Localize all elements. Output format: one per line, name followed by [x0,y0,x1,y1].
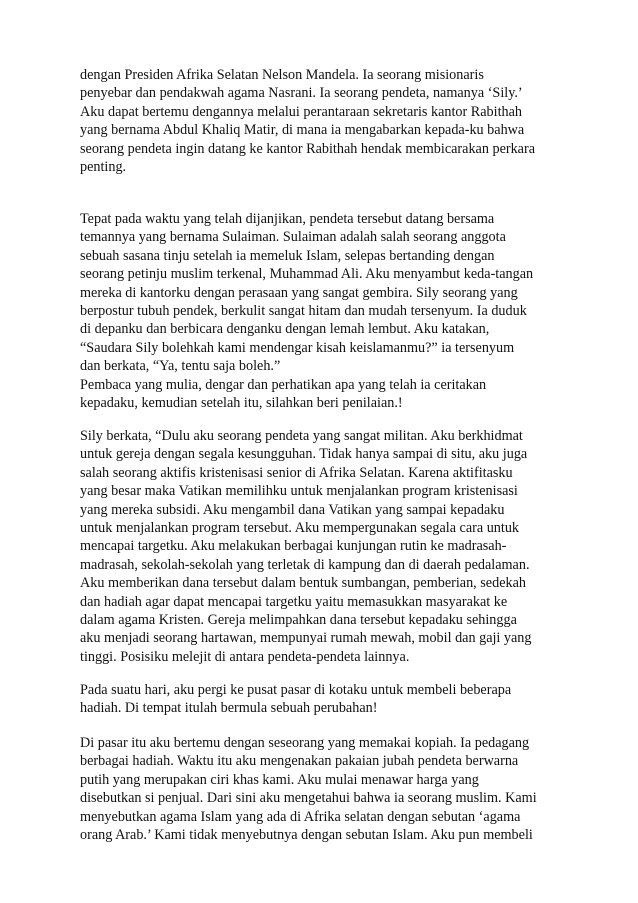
text-line: Aku dapat bertemu dengannya melalui perantaraan sekretaris kantor Rabithah [80,103,523,120]
text-line: aku menjadi seorang hartawan, mempunyai rumah mewah, mobil dan gaji yang [80,630,532,647]
text-line: dan hadiah agar dapat mencapai targetku yaitu memasukkan masyarakat ke [80,593,508,610]
text-line: menyebutkan agama Islam yang ada di Afrika selatan dengan sebutan ‘agama [80,808,521,825]
text-line: Sily berkata, “Dulu aku seorang pendeta yang sangat militan. Aku berkhidmat [80,428,523,444]
text-line: Tepat pada waktu yang telah dijanjikan, pendeta tersebut datang bersama [80,211,495,227]
paragraph-3 [80,427,580,666]
text-line: untuk menjalankan program tersebut. Aku mempergunakan segala cara untuk [80,519,520,536]
text-line: putih yang merupakan ciri khas kami. Aku mulai menawar harga yang [80,771,479,788]
text-line: mencapai targetku. Aku melakukan berbagai kunjungan rutin ke madrasah- [80,538,507,555]
text-line: di depanku dan berbicara denganku dengan lemah lembut. Aku katakan, [80,321,490,338]
text-line: yang mereka subsidi. Aku mengambil dana Vatikan yang sampai kepadaku [80,501,505,518]
text-line: dengan Presiden Afrika Selatan Nelson Mandela. Ia seorang misionaris [80,67,484,83]
text-line: madrasah, sekolah-sekolah yang terletak di kampung dan di daerah pedalaman. [80,556,530,573]
text-line: berpostur tubuh pendek, berkulit sangat hitam dan mudah tersenyum. Ia duduk [80,302,527,319]
text-line: untuk gereja dengan segala kesungguhan. Tidak hanya sampai di situ, aku juga [80,446,528,463]
text-line: kepadaku, kemudian setelah itu, silahkan beri penilaian.! [80,394,403,411]
text-line: disebutkan si penjual. Dari sini aku mengetahui bahwa ia seorang muslim. Kami [80,790,537,807]
text-line: dalam agama Kristen. Gereja melimpahkan dana tersebut kepadaku sehingga [80,611,517,628]
paragraph-5 [80,734,580,844]
text-line: seorang petinju muslim terkenal, Muhammad Ali. Aku menyambut keda-tangan [80,266,534,283]
paragraph-4 [80,681,580,718]
text-line: Di pasar itu aku bertemu dengan seseorang yang memakai kopiah. Ia pedagang [80,735,530,751]
text-line: penyebar dan pendakwah agama Nasrani. Ia seorang pendeta, namanya ‘Sily.’ [80,85,523,102]
text-line: Pada suatu hari, aku pergi ke pusat pasar di kotaku untuk membeli beberapa [80,682,512,698]
text-line: yang besar maka Vatikan memilihku untuk menjalankan program kristenisasi [80,483,518,500]
text-line: Pembaca yang mulia, dengar dan perhatikan apa yang telah ia ceritakan [80,376,487,393]
text-line: temannya yang bernama Sulaiman. Sulaiman adalah salah seorang anggota [80,229,506,246]
text-line: hadiah. Di tempat itulah bermula sebuah perubahan! [80,700,378,717]
text-line: Aku memberikan dana tersebut dalam bentuk sumbangan, pemberian, sedekah [80,575,526,592]
text-line: seorang pendeta ingin datang ke kantor Rabithah hendak membicarakan perkara [80,140,535,157]
text-line: “Saudara Sily bolehkah kami mendengar kisah keislamanmu?” ia tersenyum [80,339,515,356]
text-line: yang bernama Abdul Khaliq Matir, di mana ia mengabarkan kepada-ku bahwa [80,122,525,139]
text-line: salah seorang aktifis kristenisasi senior di Afrika Selatan. Karena aktifitasku [80,464,513,481]
text-line: mereka di kantorku dengan perasaan yang sangat gembira. Sily seorang yang [80,284,518,301]
text-line: dan berkata, “Ya, tentu saja boleh.” [80,358,281,375]
text-line: tinggi. Posisiku melejit di antara pendeta-pendeta lainnya. [80,648,410,665]
text-line: berbagai hadiah. Waktu itu aku mengenakan pakaian jubah pendeta berwarna [80,753,519,770]
paragraph-1 [80,66,580,176]
text-line: sebuah sasana tinju setelah ia memeluk Islam, selepas bertanding dengan [80,247,495,264]
paragraph-2 [80,210,580,412]
text-line: penting. [80,158,127,175]
text-line: orang Arab.’ Kami tidak menyebutnya dengan sebutan Islam. Aku pun membeli [80,826,533,843]
